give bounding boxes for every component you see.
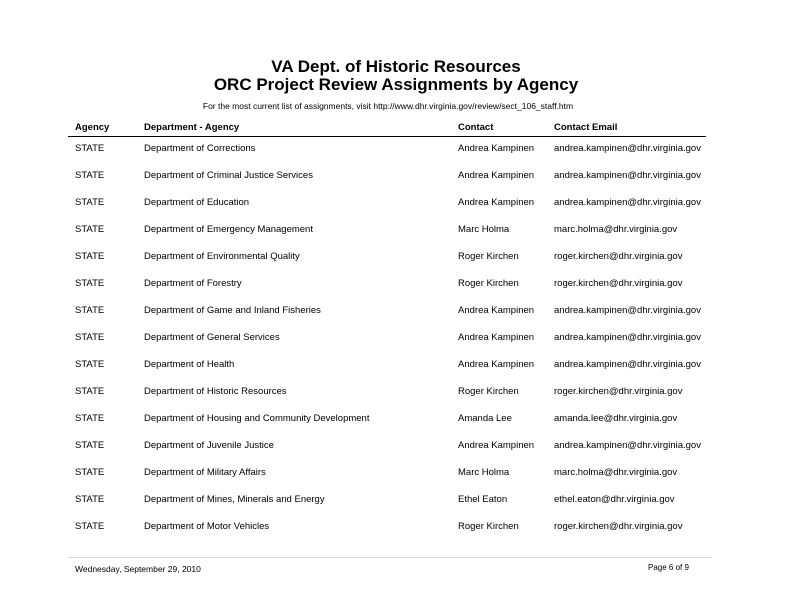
cell-agency: STATE: [75, 197, 105, 208]
cell-department: Department of Mines, Minerals and Energy: [144, 494, 325, 505]
cell-department: Department of Historic Resources: [144, 386, 287, 397]
cell-department: Department of Motor Vehicles: [144, 521, 270, 532]
cell-email: andrea.kampinen@dhr.virginia.gov: [554, 440, 701, 451]
cell-agency: STATE: [75, 440, 105, 451]
column-header-agency: Agency: [75, 122, 110, 133]
footer-date: Wednesday, September 29, 2010: [75, 564, 201, 574]
cell-email: andrea.kampinen@dhr.virginia.gov: [554, 332, 701, 343]
cell-agency: STATE: [75, 332, 105, 343]
table-row: [0, 439, 792, 466]
cell-email: roger.kirchen@dhr.virginia.gov: [554, 251, 683, 262]
cell-agency: STATE: [75, 467, 105, 478]
cell-email: roger.kirchen@dhr.virginia.gov: [554, 521, 683, 532]
report-subtitle-heading: ORC Project Review Assignments by Agency: [213, 75, 579, 94]
cell-agency: STATE: [75, 251, 105, 262]
footer-divider: [68, 557, 712, 558]
cell-department: Department of Corrections: [144, 143, 256, 154]
cell-contact: Ethel Eaton: [458, 494, 508, 505]
cell-contact: Roger Kirchen: [458, 521, 519, 532]
table-row: [0, 385, 792, 412]
cell-agency: STATE: [75, 170, 105, 181]
column-header-contact: Contact: [458, 122, 494, 133]
cell-department: Department of Game and Inland Fisheries: [144, 305, 321, 316]
cell-contact: Andrea Kampinen: [458, 143, 535, 154]
header-divider: [68, 136, 706, 137]
table-row: [0, 520, 792, 547]
cell-contact: Andrea Kampinen: [458, 170, 535, 181]
cell-email: amanda.lee@dhr.virginia.gov: [554, 413, 678, 424]
cell-department: Department of Criminal Justice Services: [144, 170, 313, 181]
cell-contact: Andrea Kampinen: [458, 359, 535, 370]
report-title: VA Dept. of Historic Resources: [271, 57, 521, 76]
column-header-department: Department - Agency: [144, 122, 240, 133]
cell-agency: STATE: [75, 143, 105, 154]
cell-department: Department of Environmental Quality: [144, 251, 300, 262]
table-row: [0, 142, 792, 169]
cell-department: Department of Education: [144, 197, 250, 208]
column-header-email: Contact Email: [554, 122, 618, 133]
cell-contact: Andrea Kampinen: [458, 197, 535, 208]
table-row: [0, 250, 792, 277]
cell-agency: STATE: [75, 278, 105, 289]
cell-department: Department of Juvenile Justice: [144, 440, 274, 451]
cell-contact: Roger Kirchen: [458, 278, 519, 289]
cell-contact: Marc Holma: [458, 224, 510, 235]
cell-department: Department of Emergency Management: [144, 224, 313, 235]
cell-email: andrea.kampinen@dhr.virginia.gov: [554, 197, 701, 208]
cell-contact: Roger Kirchen: [458, 386, 519, 397]
cell-contact: Roger Kirchen: [458, 251, 519, 262]
table-row: [0, 493, 792, 520]
cell-email: andrea.kampinen@dhr.virginia.gov: [554, 305, 701, 316]
cell-agency: STATE: [75, 413, 105, 424]
cell-email: roger.kirchen@dhr.virginia.gov: [554, 386, 683, 397]
cell-agency: STATE: [75, 305, 105, 316]
cell-contact: Amanda Lee: [458, 413, 512, 424]
cell-department: Department of General Services: [144, 332, 280, 343]
table-row: [0, 466, 792, 493]
page-number: Page 6 of 9: [648, 563, 689, 572]
cell-agency: STATE: [75, 224, 105, 235]
cell-email: marc.holma@dhr.virginia.gov: [554, 224, 678, 235]
cell-agency: STATE: [75, 359, 105, 370]
table-row: [0, 358, 792, 385]
assignments-note: For the most current list of assignments, visit http://www.dhr.virginia.gov/review/sect_106_staff.htm: [202, 101, 574, 111]
table-row: [0, 277, 792, 304]
cell-agency: STATE: [75, 494, 105, 505]
table-row: [0, 196, 792, 223]
cell-email: roger.kirchen@dhr.virginia.gov: [554, 278, 683, 289]
cell-contact: Marc Holma: [458, 467, 510, 478]
cell-email: andrea.kampinen@dhr.virginia.gov: [554, 143, 701, 154]
assignments-table-body: [0, 142, 792, 547]
table-row: [0, 304, 792, 331]
cell-agency: STATE: [75, 386, 105, 397]
cell-contact: Andrea Kampinen: [458, 440, 535, 451]
cell-department: Department of Health: [144, 359, 235, 370]
cell-email: marc.holma@dhr.virginia.gov: [554, 467, 678, 478]
cell-email: ethel.eaton@dhr.virginia.gov: [554, 494, 675, 505]
table-row: [0, 331, 792, 358]
cell-contact: Andrea Kampinen: [458, 305, 535, 316]
cell-department: Department of Forestry: [144, 278, 242, 289]
cell-department: Department of Housing and Community Development: [144, 413, 370, 424]
cell-agency: STATE: [75, 521, 105, 532]
table-row: [0, 223, 792, 250]
cell-email: andrea.kampinen@dhr.virginia.gov: [554, 170, 701, 181]
cell-email: andrea.kampinen@dhr.virginia.gov: [554, 359, 701, 370]
cell-department: Department of Military Affairs: [144, 467, 266, 478]
table-row: [0, 169, 792, 196]
table-row: [0, 412, 792, 439]
cell-contact: Andrea Kampinen: [458, 332, 535, 343]
